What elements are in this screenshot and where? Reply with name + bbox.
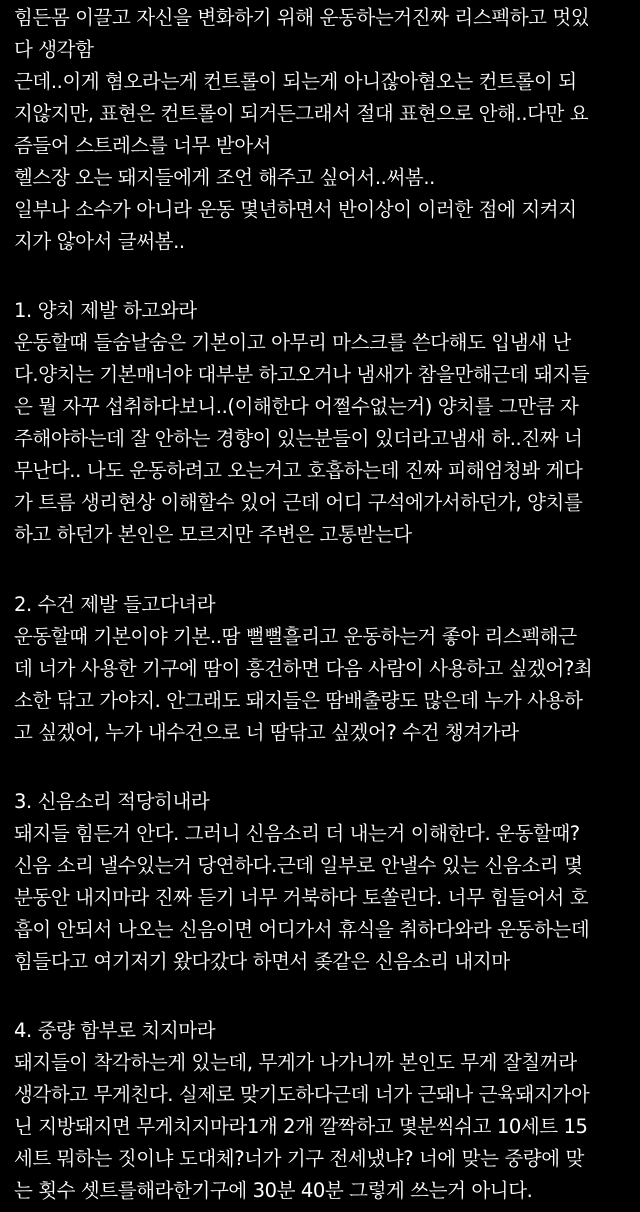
- text-line: 일부나 소수가 아니라 운동 몇년하면서 반이상이 이러한 점에 지켜지: [14, 198, 577, 221]
- text-line: 지않지만, 표현은 컨트롤이 되거든그래서 절대 표현으로 안해..다만 요: [14, 102, 589, 125]
- text-line: 흡이 안되서 나오는 신음이면 어디가서 휴식을 취하다와라 운동하는데: [14, 918, 590, 941]
- text-line: 운동할때 들숨날숨은 기본이고 아무리 마스크를 쓴다해도 입냄새 난: [14, 331, 571, 354]
- text-line: 다 생각함: [14, 38, 94, 61]
- text-line: 생각하고 무게친다. 실제로 맞기도하다근데 너가 근돼나 근육돼지가아: [14, 1083, 590, 1106]
- blank-line: [14, 258, 634, 290]
- text-line: 고 싶겠어, 누가 내수건으로 너 땀닦고 싶겠어? 수건 챙겨가라: [14, 721, 519, 744]
- text-line: 하고 하던가 본인은 모르지만 주변은 고통받는다: [14, 523, 412, 546]
- text-line: 데 너가 사용한 기구에 땀이 흥건하면 다음 사람이 사용하고 싶겠어?최: [14, 657, 593, 680]
- section-heading: 2. 수건 제발 들고다녀라: [14, 593, 216, 616]
- text-line: 돼지들이 착각하는게 있는데, 무게가 나가니까 본인도 무게 잘칠꺼라: [14, 1051, 577, 1074]
- blank-line: [14, 978, 634, 1010]
- text-line: 신음 소리 낼수있는거 당연하다.근데 일부로 안낼수 있는 신음소리 몇: [14, 854, 583, 877]
- blank-line: [14, 749, 634, 781]
- text-line: 은 뭘 자꾸 섭취하다보니..(이해한다 어쩔수없는거) 양치를 그만큼 자: [14, 395, 579, 418]
- text-line: 소한 닦고 가야지. 안그래도 돼지들은 땀배출량도 많은데 누가 사용하: [14, 689, 583, 712]
- text-line: 힘들다고 여기저기 왔다갔다 하면서 좆같은 신음소리 내지마: [14, 950, 510, 973]
- text-line: 는 횟수 셋트를해라한기구에 30분 40분 그렇게 쓰는거 아니다.: [14, 1179, 533, 1202]
- text-line: 운동할때 기본이야 기본..땀 뻘뻘흘리고 운동하는거 좋아 리스펙해근: [14, 625, 577, 648]
- section-heading: 1. 양치 제발 하고와라: [14, 299, 197, 322]
- text-line: 가 트름 생리현상 이해할수 있어 근데 어디 구석에가서하던가, 양치를: [14, 491, 583, 514]
- section-heading: 3. 신음소리 적당히내라: [14, 790, 210, 813]
- text-line: 지가 않아서 글써봄..: [14, 230, 185, 253]
- text-line: 주해야하는데 잘 안하는 경향이 있는분들이 있더라고냄새 하..진짜 너: [14, 427, 583, 450]
- text-line: 세트 뭐하는 짓이냐 도대체?너가 기구 전세냈냐? 너에 맞는 중량에 맞: [14, 1147, 584, 1170]
- blank-line: [14, 551, 634, 583]
- text-line: 근데..이게 혐오라는게 컨트롤이 되는게 아니잖아혐오는 컨트롤이 되: [14, 70, 577, 93]
- text-line: 닌 지방돼지면 무게치지마라1개 2개 깔짝하고 몇분씩쉬고 10세트 15: [14, 1115, 588, 1138]
- text-line: 무난다.. 나도 운동하려고 오는거고 호흡하는데 진짜 피해엄청봐 게다: [14, 459, 583, 482]
- text-line: 즘들어 스트레스를 너무 받아서: [14, 134, 272, 157]
- text-line: 다.양치는 기본매너야 대부분 하고오거나 냄새가 참을만해근데 돼지들: [14, 363, 590, 386]
- text-line: 돼지들 힘든거 안다. 그러니 신음소리 더 내는거 이해한다. 운동할때?: [14, 822, 580, 845]
- text-line: 헬스장 오는 돼지들에게 조언 해주고 싶어서..써봄..: [14, 166, 435, 189]
- section-heading: 4. 중량 함부로 치지마라: [14, 1019, 216, 1042]
- text-line: 힘든몸 이끌고 자신을 변화하기 위해 운동하는거진짜 리스펙하고 멋있: [14, 6, 590, 29]
- text-line: 분동안 내지마라 진짜 듣기 너무 거북하다 토쏠린다. 너무 힘들어서 호: [14, 886, 589, 909]
